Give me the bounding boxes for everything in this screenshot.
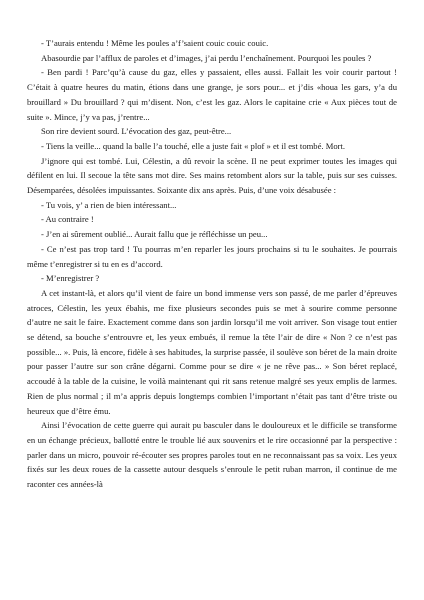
body-text <box>27 36 397 492</box>
paragraph: Abasourdie par l’afflux de paroles et d’images, j’ai perdu l’enchaînement. Pourquoi les poules ? <box>41 52 372 63</box>
paragraph: J’ignore qui est tombé. Lui, Célestin, a dû revoir la scène. Il ne peut exprimer toutes les images qui défilent en lui. Il secoue la tête sans mot dire. Ses mains retombent alors sur la table, puis sur ses cuisses. Désemparées, désolées impuissantes. Soixante dix ans après. Puis, d’une voix désabusée : <box>27 155 397 196</box>
paragraph: - J’en ai sûrement oublié... Aurait fallu que je réfléchisse un peu... <box>41 229 268 240</box>
paragraph: A cet instant-là, et alors qu’il vient de faire un bond immense vers son passé, de me parler d’épreuves atroces, Célestin, les yeux ébahis, me fixe plusieurs secondes puis se met à sourire comme personne d’autre ne sait le faire. Exactement comme dans son jardin lorsqu’il me voit arriver. Son visage tout entier se détend, sa bouche s’entrouvre et, les yeux embués, il remue la tête l’air de dire « Non ? ce n’est pas possible... ». Puis, là encore, fidèle à ses habitudes, la surprise passée, il soulève son béret de la main droite pour passer l’autre sur son crâne dégarni. Comme pour se dire « je ne rêve pas... » Son béret replacé, accoudé à la table de la cuisine, le voilà maintenant qui rit sans retenue malgré ses yeux emplis de larmes. Rien de plus normal ; il m’a appris depuis longtemps combien l’important n’était pas tant d’être triste ou heureux que d’être ému. <box>27 287 397 416</box>
paragraph: - Au contraire ! <box>41 214 94 225</box>
paragraph: - Tiens la veille... quand la balle l’a touché, elle a juste fait « plof » et il est tombé. Mort. <box>41 140 346 151</box>
paragraph: - M’enregistrer ? <box>41 273 100 284</box>
paragraph: - Ce n’est pas trop tard ! Tu pourras m’en reparler les jours prochains si tu le souhaites. Je pourrais même t’enregistrer si tu en es d’accord. <box>27 243 397 269</box>
paragraph: - Tu vois, y’ a rien de bien intéressant... <box>41 199 177 210</box>
paragraph: Ainsi l’évocation de cette guerre qui aurait pu basculer dans le douloureux et le difficile se transforme en un échange précieux, ballotté entre le trouble lié aux souvenirs et le rire occasionné par la perspective : parler dans un micro, pouvoir ré-écouter ses propres paroles tout en ne reconnaissant pas sa voix. Les yeux fixés sur les deux roues de la cassette autour desquels s’enroule le petit ruban marron, il continue de me raconter ces années-là <box>27 420 397 490</box>
paragraph: - T’aurais entendu ! Même les poules a’f’saient couic couic couic. <box>41 38 269 48</box>
paragraph: - Ben pardi ! Parc’qu’à cause du gaz, elles y passaient, elles aussi. Fallait les voir courir partout ! C’était à quatre heures du matin, étions dans une grange, je sors pour... et j’dis «houa les gars, y’a du brouillard » Du brouillard ? qui m’disent. Non, c’est les gaz. Alors le capitaine crie « Aux pièces tout de suite ». Mince, j’y va pas, j’rentre... <box>27 67 397 122</box>
paragraph: Son rire devient sourd. L’évocation des gaz, peut-être... <box>41 126 232 137</box>
